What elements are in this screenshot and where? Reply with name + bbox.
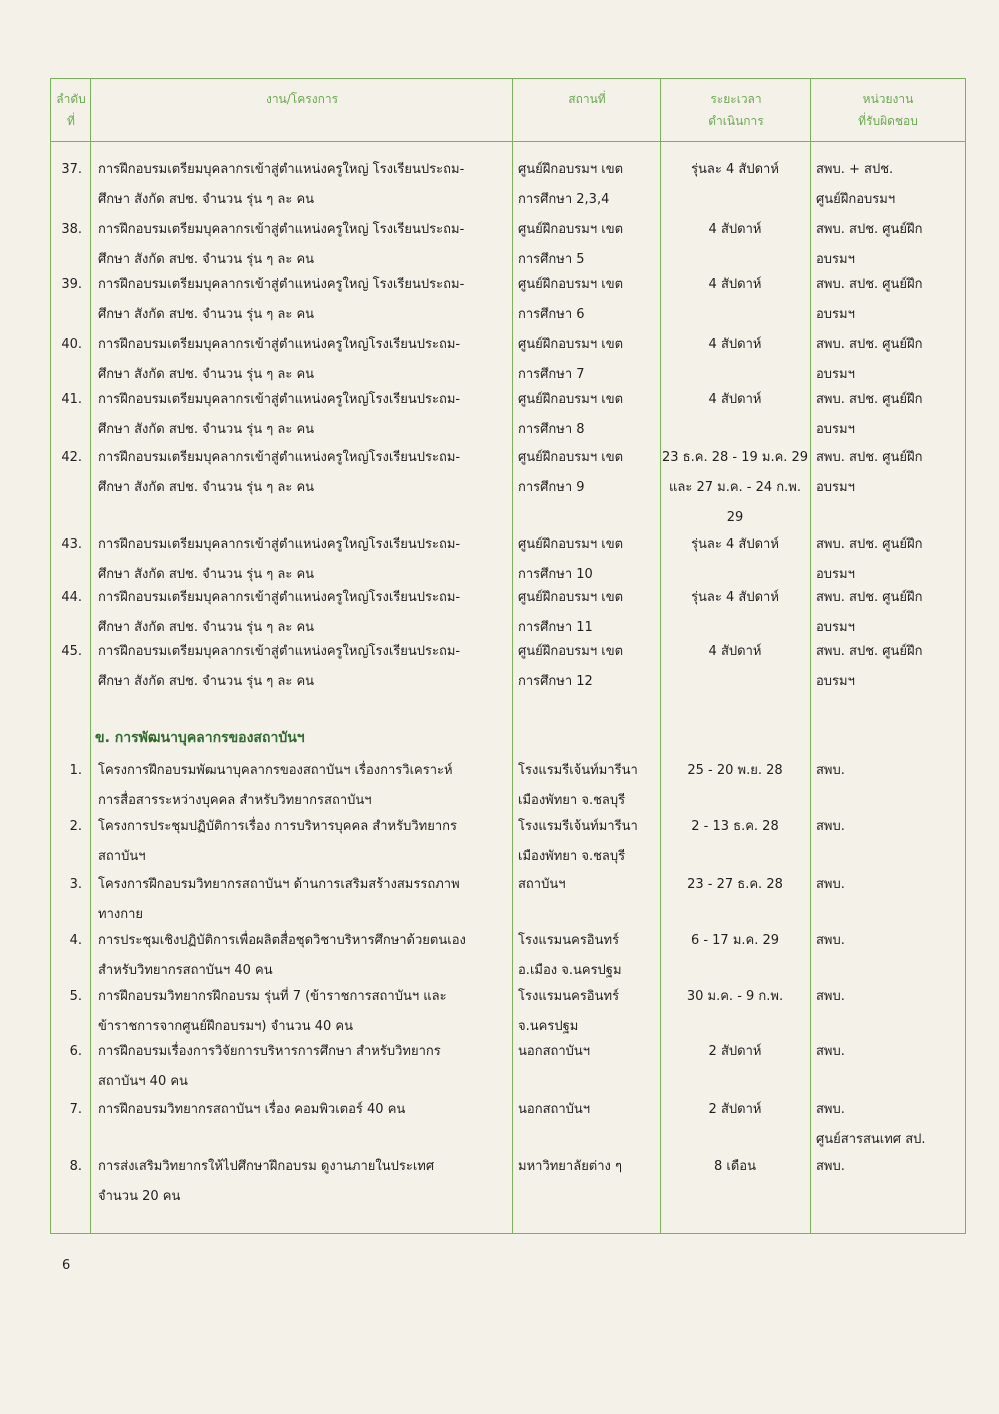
cell-task: ศึกษา สังกัด สปช. จำนวน รุ่น ๆ ละ คน xyxy=(98,307,315,322)
header-duration-line: ระยะเวลา xyxy=(710,92,762,106)
cell-place: อ.เมือง จ.นครปฐม xyxy=(518,963,622,978)
page-number: 6 xyxy=(62,1258,71,1273)
cell-duration: รุ่นละ 4 สัปดาห์ xyxy=(691,537,779,552)
cell-task: การฝึกอบรมเตรียมบุคลากรเข้าสู่ตำแหน่งครูใหญ่โรงเรียนประถม- xyxy=(98,450,461,465)
cell-duration: 4 สัปดาห์ xyxy=(708,644,762,659)
cell-duration: 23 - 27 ธ.ค. 28 xyxy=(687,877,783,892)
row-number: 8. xyxy=(69,1159,82,1174)
row-number: 1. xyxy=(69,763,82,778)
cell-place: ศูนย์ฝึกอบรมฯ เขต xyxy=(518,590,624,605)
header-divider xyxy=(50,141,966,142)
cell-place: โรงแรมนครอินทร์ xyxy=(518,933,620,948)
column-divider xyxy=(660,78,661,1234)
cell-task: จำนวน 20 คน xyxy=(98,1189,181,1204)
column-divider xyxy=(512,78,513,1234)
cell-dept: สพบ. สปช. ศูนย์ฝึก xyxy=(816,222,923,237)
row-number: 37. xyxy=(61,162,82,177)
cell-task: ข้าราชการจากศูนย์ฝึกอบรมฯ) จำนวน 40 คน xyxy=(98,1019,353,1034)
cell-place: ศูนย์ฝึกอบรมฯ เขต xyxy=(518,277,624,292)
cell-place: การศึกษา 5 xyxy=(518,252,585,267)
cell-place: การศึกษา 12 xyxy=(518,674,593,689)
cell-dept: สพบ. สปช. ศูนย์ฝึก xyxy=(816,277,923,292)
cell-dept: สพบ. xyxy=(816,763,845,778)
cell-duration: 4 สัปดาห์ xyxy=(708,392,762,407)
cell-dept: อบรมฯ xyxy=(816,252,855,267)
cell-task: การสื่อสารระหว่างบุคคล สำหรับวิทยากรสถาบันฯ xyxy=(98,793,372,808)
cell-task: การฝึกอบรมเตรียมบุคลากรเข้าสู่ตำแหน่งครูใหญ่โรงเรียนประถม- xyxy=(98,537,461,552)
header-duration xyxy=(662,88,810,132)
cell-task: ศึกษา สังกัด สปช. จำนวน รุ่น ๆ ละ คน xyxy=(98,567,315,582)
cell-duration: 30 ม.ค. - 9 ก.พ. xyxy=(686,989,784,1004)
cell-place: ศูนย์ฝึกอบรมฯ เขต xyxy=(518,222,624,237)
cell-task: ศึกษา สังกัด สปช. จำนวน รุ่น ๆ ละ คน xyxy=(98,422,315,437)
cell-place: เมืองพัทยา จ.ชลบุรี xyxy=(518,849,626,864)
cell-place: การศึกษา 2,3,4 xyxy=(518,192,610,207)
cell-place: โรงแรมรีเจ้นท์มารีนา xyxy=(518,819,638,834)
cell-dept: อบรมฯ xyxy=(816,480,855,495)
cell-dept: อบรมฯ xyxy=(816,567,855,582)
header-dept xyxy=(812,88,964,132)
header-no xyxy=(52,88,90,132)
header-no-line: ที่ xyxy=(67,114,75,128)
cell-task: การฝึกอบรมเรื่องการวิจัยการบริหารการศึกษา สำหรับวิทยากร xyxy=(98,1044,441,1059)
cell-task: การฝึกอบรมเตรียมบุคลากรเข้าสู่ตำแหน่งครูใหญ่ โรงเรียนประถม- xyxy=(98,162,465,177)
row-number: 5. xyxy=(69,989,82,1004)
header-no-line: ลำดับ xyxy=(56,92,86,106)
cell-dept: สพบ. xyxy=(816,819,845,834)
header-place xyxy=(514,88,660,110)
cell-place: ศูนย์ฝึกอบรมฯ เขต xyxy=(518,537,624,552)
cell-task: โครงการฝึกอบรมวิทยากรสถาบันฯ ด้านการเสริมสร้างสมรรถภาพ xyxy=(98,877,460,892)
cell-place: การศึกษา 9 xyxy=(518,480,585,495)
header-place-label: สถานที่ xyxy=(568,92,606,106)
cell-dept: สพบ. สปช. ศูนย์ฝึก xyxy=(816,590,923,605)
cell-dept: ศูนย์ฝึกอบรมฯ xyxy=(816,192,896,207)
cell-task: การฝึกอบรมเตรียมบุคลากรเข้าสู่ตำแหน่งครูใหญ่โรงเรียนประถม- xyxy=(98,590,461,605)
column-divider xyxy=(90,78,91,1234)
cell-place: ศูนย์ฝึกอบรมฯ เขต xyxy=(518,392,624,407)
cell-place: มหาวิทยาลัยต่าง ๆ xyxy=(518,1159,623,1174)
cell-duration: รุ่นละ 4 สัปดาห์ xyxy=(691,590,779,605)
row-number: 2. xyxy=(69,819,82,834)
cell-dept: สพบ. xyxy=(816,1102,845,1117)
cell-duration: 4 สัปดาห์ xyxy=(708,222,762,237)
cell-dept: อบรมฯ xyxy=(816,674,855,689)
cell-dept: สพบ. xyxy=(816,933,845,948)
cell-duration: 6 - 17 ม.ค. 29 xyxy=(690,933,780,948)
cell-place: นอกสถาบันฯ xyxy=(518,1102,591,1117)
cell-place: เมืองพัทยา จ.ชลบุรี xyxy=(518,793,626,808)
cell-place: สถาบันฯ xyxy=(518,877,566,892)
row-number: 4. xyxy=(69,933,82,948)
header-task xyxy=(92,88,512,110)
cell-place: โรงแรมรีเจ้นท์มารีนา xyxy=(518,763,638,778)
cell-task: การฝึกอบรมเตรียมบุคลากรเข้าสู่ตำแหน่งครูใหญ่โรงเรียนประถม- xyxy=(98,644,461,659)
cell-task: การส่งเสริมวิทยากรให้ไปศึกษาฝึกอบรม ดูงานภายในประเทศ xyxy=(98,1159,435,1174)
cell-dept: อบรมฯ xyxy=(816,620,855,635)
cell-task: สถาบันฯ 40 คน xyxy=(98,1074,188,1089)
cell-task: โครงการประชุมปฏิบัติการเรื่อง การบริหารบุคคล สำหรับวิทยากร xyxy=(98,819,457,834)
cell-dept: สพบ. สปช. ศูนย์ฝึก xyxy=(816,337,923,352)
row-number: 43. xyxy=(61,537,82,552)
section-b-title: ข. การพัฒนาบุคลากรของสถาบันฯ xyxy=(95,730,305,746)
cell-dept: อบรมฯ xyxy=(816,367,855,382)
cell-place: ศูนย์ฝึกอบรมฯ เขต xyxy=(518,162,624,177)
cell-task: ทางกาย xyxy=(98,907,144,922)
row-number: 44. xyxy=(61,590,82,605)
cell-place: จ.นครปฐม xyxy=(518,1019,579,1034)
cell-duration: 29 xyxy=(726,510,744,525)
cell-duration: 2 สัปดาห์ xyxy=(708,1102,762,1117)
cell-duration: 23 ธ.ค. 28 - 19 ม.ค. 29 xyxy=(662,450,809,465)
row-number: 7. xyxy=(69,1102,82,1117)
cell-duration: 8 เดือน xyxy=(714,1159,756,1174)
cell-task: ศึกษา สังกัด สปช. จำนวน รุ่น ๆ ละ คน xyxy=(98,252,315,267)
cell-task: สำหรับวิทยากรสถาบันฯ 40 คน xyxy=(98,963,273,978)
cell-duration: 2 - 13 ธ.ค. 28 xyxy=(691,819,779,834)
cell-dept: สพบ. สปช. ศูนย์ฝึก xyxy=(816,537,923,552)
row-number: 38. xyxy=(61,222,82,237)
cell-dept: สพบ. xyxy=(816,989,845,1004)
cell-dept: อบรมฯ xyxy=(816,307,855,322)
cell-task: ศึกษา สังกัด สปช. จำนวน รุ่น ๆ ละ คน xyxy=(98,367,315,382)
cell-place: ศูนย์ฝึกอบรมฯ เขต xyxy=(518,337,624,352)
cell-duration: 25 - 20 พ.ย. 28 xyxy=(687,763,783,778)
cell-task: การฝึกอบรมเตรียมบุคลากรเข้าสู่ตำแหน่งครูใหญ่โรงเรียนประถม- xyxy=(98,392,461,407)
cell-duration: รุ่นละ 4 สัปดาห์ xyxy=(691,162,779,177)
cell-dept: สพบ. xyxy=(816,1159,845,1174)
cell-place: การศึกษา 11 xyxy=(518,620,593,635)
cell-place: นอกสถาบันฯ xyxy=(518,1044,591,1059)
row-number: 6. xyxy=(69,1044,82,1059)
row-number: 45. xyxy=(61,644,82,659)
cell-task: การฝึกอบรมเตรียมบุคลากรเข้าสู่ตำแหน่งครูใหญ่ โรงเรียนประถม- xyxy=(98,222,465,237)
cell-task: ศึกษา สังกัด สปช. จำนวน รุ่น ๆ ละ คน xyxy=(98,674,315,689)
cell-dept: อบรมฯ xyxy=(816,422,855,437)
cell-task: การฝึกอบรมวิทยากรฝึกอบรม รุ่นที่ 7 (ข้าราชการสถาบันฯ และ xyxy=(98,989,447,1004)
cell-task: สถาบันฯ xyxy=(98,849,146,864)
cell-task: การฝึกอบรมวิทยากรสถาบันฯ เรื่อง คอมพิวเตอร์ 40 คน xyxy=(98,1102,406,1117)
cell-dept: สพบ. สปช. ศูนย์ฝึก xyxy=(816,392,923,407)
cell-place: การศึกษา 10 xyxy=(518,567,593,582)
header-task-label: งาน/โครงการ xyxy=(265,92,339,106)
cell-dept: สพบ. xyxy=(816,1044,845,1059)
cell-duration: 4 สัปดาห์ xyxy=(708,277,762,292)
column-divider xyxy=(810,78,811,1234)
header-dept-line: ที่รับผิดชอบ xyxy=(858,114,918,128)
cell-task: ศึกษา สังกัด สปช. จำนวน รุ่น ๆ ละ คน xyxy=(98,192,315,207)
header-dept-line: หน่วยงาน xyxy=(862,92,914,106)
row-number: 39. xyxy=(61,277,82,292)
cell-place: การศึกษา 6 xyxy=(518,307,585,322)
cell-place: การศึกษา 7 xyxy=(518,367,585,382)
row-number: 40. xyxy=(61,337,82,352)
cell-task: ศึกษา สังกัด สปช. จำนวน รุ่น ๆ ละ คน xyxy=(98,480,315,495)
cell-task: โครงการฝึกอบรมพัฒนาบุคลากรของสถาบันฯ เรื่องการวิเคราะห์ xyxy=(98,763,453,778)
cell-task: การประชุมเชิงปฏิบัติการเพื่อผลิตสื่อชุดวิชาบริหารศึกษาด้วยตนเอง xyxy=(98,933,466,948)
cell-dept: สพบ. xyxy=(816,877,845,892)
header-duration-line: ดำเนินการ xyxy=(708,114,764,128)
cell-task: การฝึกอบรมเตรียมบุคลากรเข้าสู่ตำแหน่งครูใหญ่ โรงเรียนประถม- xyxy=(98,277,465,292)
cell-dept: ศูนย์สารสนเทศ สป. xyxy=(816,1132,926,1147)
cell-duration: 4 สัปดาห์ xyxy=(708,337,762,352)
cell-duration: 2 สัปดาห์ xyxy=(708,1044,762,1059)
cell-place: โรงแรมนครอินทร์ xyxy=(518,989,620,1004)
cell-dept: สพบ. สปช. ศูนย์ฝึก xyxy=(816,450,923,465)
cell-place: ศูนย์ฝึกอบรมฯ เขต xyxy=(518,644,624,659)
cell-task: ศึกษา สังกัด สปช. จำนวน รุ่น ๆ ละ คน xyxy=(98,620,315,635)
cell-task: การฝึกอบรมเตรียมบุคลากรเข้าสู่ตำแหน่งครูใหญ่โรงเรียนประถม- xyxy=(98,337,461,352)
cell-dept: สพบ. สปช. ศูนย์ฝึก xyxy=(816,644,923,659)
cell-place: การศึกษา 8 xyxy=(518,422,585,437)
row-number: 41. xyxy=(61,392,82,407)
row-number: 42. xyxy=(61,450,82,465)
cell-place: ศูนย์ฝึกอบรมฯ เขต xyxy=(518,450,624,465)
cell-dept: สพบ. + สปช. xyxy=(816,162,894,177)
cell-duration: และ 27 ม.ค. - 24 ก.พ. xyxy=(669,480,801,495)
row-number: 3. xyxy=(69,877,82,892)
